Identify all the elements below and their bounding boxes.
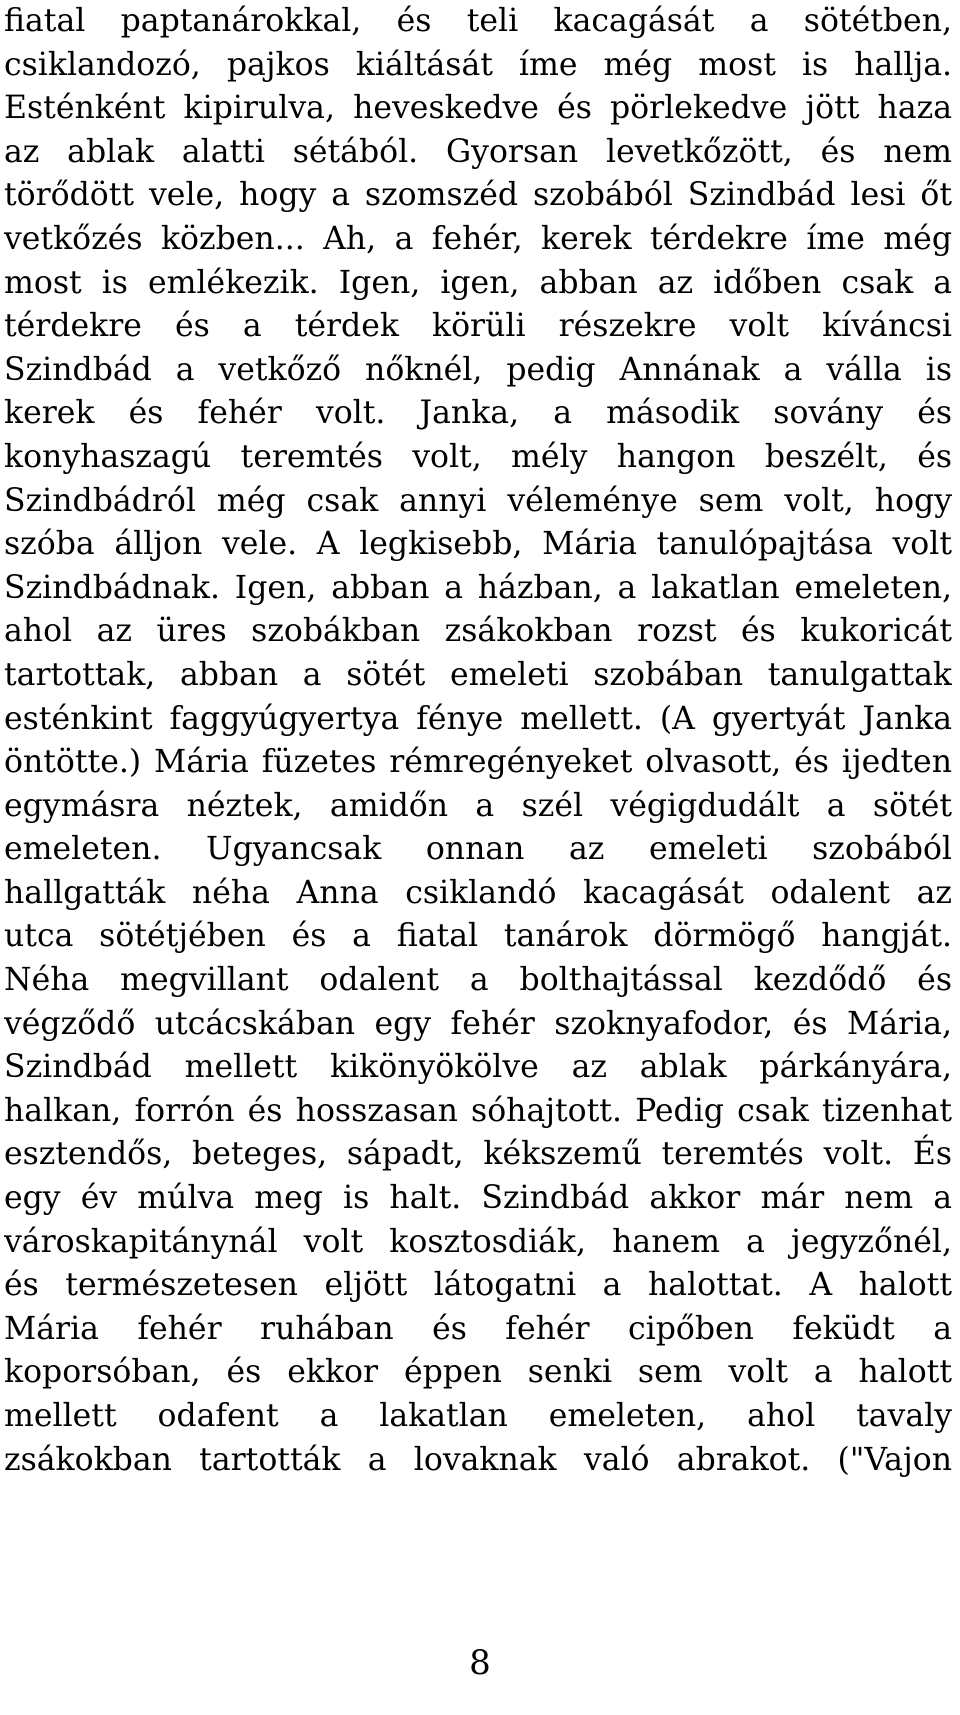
text-line: városkapitánynál volt kosztosdiák, hanem a jegyzőnél, (4, 1223, 952, 1260)
text-line: Szindbád a vetkőző nőknél, pedig Annának a válla is (4, 351, 952, 388)
page-number: 8 (469, 1643, 491, 1683)
text-line: zsákokban tartották a lovaknak való abrakot. ("Vajon (4, 1441, 952, 1478)
text-line: tartottak, abban a sötét emeleti szobában tanulgattak (4, 656, 952, 693)
text-line: esténkint faggyúgyertya fénye mellett. (A gyertyát Janka (4, 700, 952, 737)
text-line: csiklandozó, pajkos kiáltását íme még most is hallja. (4, 46, 952, 83)
text-line: egymásra néztek, amidőn a szél végigdudált a sötét (4, 787, 952, 824)
text-line: térdekre és a térdek körüli részekre volt kíváncsi (4, 308, 952, 345)
body-text (4, 0, 952, 1482)
text-line: Szindbádnak. Igen, abban a házban, a lakatlan emeleten, (4, 569, 952, 606)
text-line: egy év múlva meg is halt. Szindbád akkor már nem a (4, 1180, 952, 1217)
text-line: ahol az üres szobákban zsákokban rozst és kukoricát (4, 613, 952, 650)
text-line: utca sötétjében és a fiatal tanárok dörmögő hangját. (4, 918, 952, 955)
text-line: szóba álljon vele. A legkisebb, Mária tanulópajtása volt (4, 526, 952, 563)
text-line: esztendős, beteges, sápadt, kékszemű teremtés volt. És (4, 1136, 952, 1173)
text-line: törődött vele, hogy a szomszéd szobából Szindbád lesi őt (4, 177, 952, 214)
text-line: emeleten. Ugyancsak onnan az emeleti szobából (4, 831, 952, 868)
text-line: Szindbádról még csak annyi véleménye sem volt, hogy (4, 482, 952, 519)
text-line: Esténként kipirulva, heveskedve és pörlekedve jött haza (4, 90, 952, 127)
text-line: kerek és fehér volt. Janka, a második sovány és (4, 395, 952, 432)
text-line: konyhaszagú teremtés volt, mély hangon beszélt, és (4, 438, 952, 475)
text-line: halkan, forrón és hosszasan sóhajtott. Pedig csak tizenhat (4, 1092, 952, 1129)
text-line: végződő utcácskában egy fehér szoknyafodor, és Mária, (4, 1005, 952, 1042)
text-line: Mária fehér ruhában és fehér cipőben feküdt a (4, 1310, 952, 1347)
text-line: és természetesen eljött látogatni a halottat. A halott (4, 1267, 952, 1304)
text-line: az ablak alatti sétából. Gyorsan levetkőzött, és nem (4, 133, 952, 170)
text-line: most is emlékezik. Igen, igen, abban az időben csak a (4, 264, 952, 301)
text-line: Szindbád mellett kikönyökölve az ablak párkányára, (4, 1049, 952, 1086)
text-line: koporsóban, és ekkor éppen senki sem volt a halott (4, 1354, 952, 1391)
text-line: Néha megvillant odalent a bolthajtással kezdődő és (4, 962, 952, 999)
text-line: vetkőzés közben... Ah, a fehér, kerek térdekre íme még (4, 220, 952, 257)
text-line: mellett odafent a lakatlan emeleten, ahol tavaly (4, 1398, 952, 1434)
text-line: fiatal paptanárokkal, és teli kacagását a sötétben, (4, 3, 952, 39)
text-line: hallgatták néha Anna csiklandó kacagását odalent az (4, 874, 952, 911)
text-line: öntötte.) Mária füzetes rémregényeket olvasott, és ijedten (4, 744, 952, 781)
